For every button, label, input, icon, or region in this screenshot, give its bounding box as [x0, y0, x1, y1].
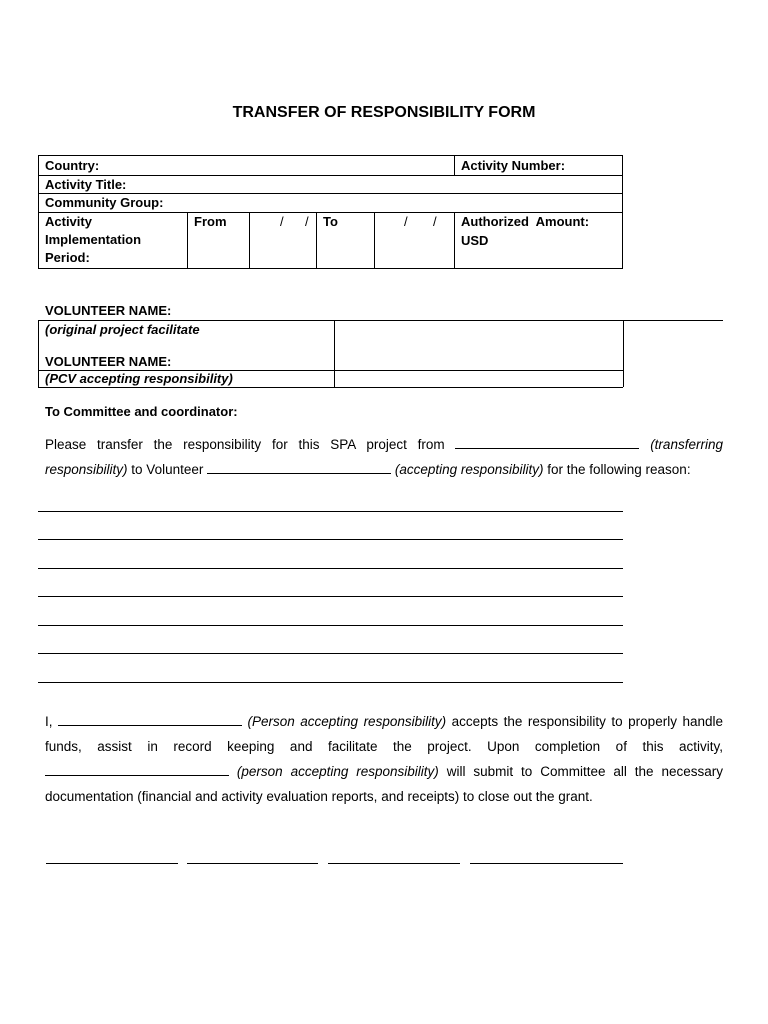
accepting-note: (accepting responsibility) — [394, 462, 544, 477]
accepting-person-blank[interactable] — [58, 712, 242, 726]
period-label-line1: Activity — [45, 214, 92, 229]
volunteer-box-right — [623, 320, 624, 387]
acceptance-text-b: accepts the responsibility to properly handle funds, assist in record keeping and facilitate the project. Upon completion of this activity, — [45, 714, 723, 754]
reason-line[interactable] — [38, 539, 623, 540]
signature-line[interactable] — [46, 863, 178, 864]
usd-label: USD — [461, 233, 489, 248]
community-group-label: Community Group: — [45, 195, 164, 210]
request-text-a: Please transfer the responsibility for this SPA project from — [45, 437, 445, 452]
volunteer-name-label-original: VOLUNTEER NAME: — [45, 303, 172, 318]
activity-number-label: Activity Number: — [461, 158, 566, 173]
reason-line[interactable] — [38, 625, 623, 626]
transferring-note: (transferring responsibility) — [45, 437, 723, 477]
accepting-person-blank-2[interactable] — [45, 762, 229, 776]
period-label-line3: Period: — [45, 250, 90, 265]
request-text-c: for the following reason: — [547, 462, 691, 477]
table-col-divider — [187, 212, 188, 268]
form-title: TRANSFER OF RESPONSIBILITY FORM — [232, 104, 536, 121]
table-border-right — [622, 155, 623, 268]
to-label: To — [323, 214, 338, 229]
date-separator: / — [305, 214, 309, 229]
request-text-b: to Volunteer — [131, 462, 204, 477]
table-border-bottom — [38, 268, 623, 269]
volunteer-box-left — [38, 320, 39, 387]
transfer-request-paragraph — [45, 432, 723, 482]
signature-line[interactable] — [328, 863, 460, 864]
table-col-divider — [249, 212, 250, 268]
original-facilitator-note: (original project facilitate — [45, 322, 200, 337]
transferring-volunteer-blank[interactable] — [455, 435, 639, 449]
reason-line[interactable] — [38, 568, 623, 569]
date-separator: / — [433, 214, 437, 229]
reason-line[interactable] — [38, 682, 623, 683]
from-label: From — [194, 214, 227, 229]
table-border-left — [38, 155, 39, 268]
reason-line[interactable] — [38, 653, 623, 654]
signature-line[interactable] — [470, 863, 623, 864]
salutation: To Committee and coordinator: — [45, 404, 238, 419]
authorized-amount-label: Authorized Amount: — [461, 214, 590, 229]
signature-line[interactable] — [187, 863, 318, 864]
accepting-person-note: (Person accepting responsibility) — [247, 714, 447, 729]
date-separator: / — [404, 214, 408, 229]
reason-line[interactable] — [38, 596, 623, 597]
accepting-volunteer-blank[interactable] — [207, 460, 391, 474]
table-col-divider — [316, 212, 317, 268]
date-separator: / — [280, 214, 284, 229]
table-col-divider — [454, 155, 455, 175]
acceptance-text-a: I, — [45, 714, 53, 729]
acceptance-text-c: will submit to Committee all the necessary documentation (financial and activity evaluation reports, and receipts) to close out the grant. — [45, 764, 723, 804]
volunteer-name-label-accepting: VOLUNTEER NAME: — [45, 354, 172, 369]
accepting-person-note-2: (person accepting responsibility) — [236, 764, 439, 779]
period-label-line2: Implementation — [45, 232, 142, 247]
accepting-pcv-note: (PCV accepting responsibility) — [45, 371, 233, 386]
table-col-divider — [454, 212, 455, 268]
acceptance-paragraph — [45, 709, 723, 809]
volunteer-box-divider — [334, 320, 335, 387]
reason-line[interactable] — [38, 511, 623, 512]
activity-title-label: Activity Title: — [45, 177, 127, 192]
table-col-divider — [374, 212, 375, 268]
table-border-top — [38, 155, 623, 156]
country-label: Country: — [45, 158, 100, 173]
